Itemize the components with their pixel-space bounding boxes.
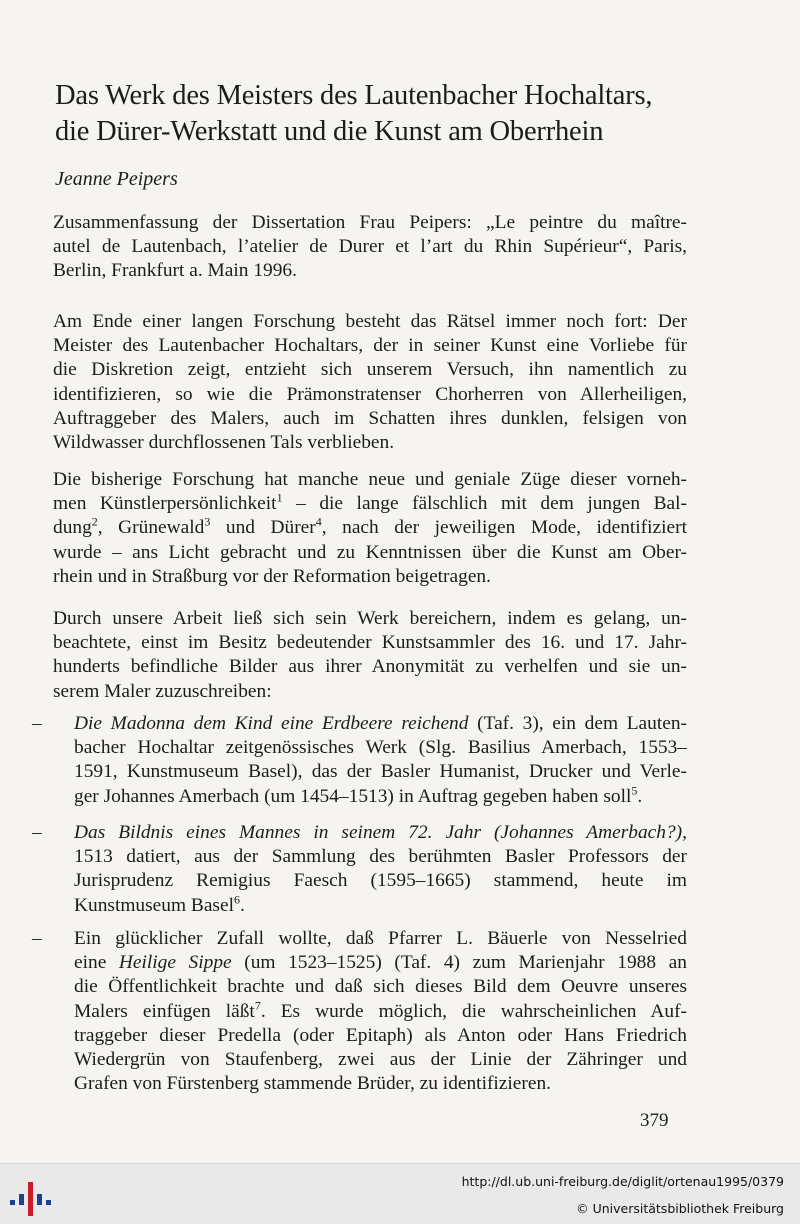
- artwork-title: Das Bildnis eines Mannes in seinem 72. Jahr (Johannes Amerbach?): [74, 822, 683, 843]
- text-line: Die Madonna dem Kind eine Erdbeere reichend (Taf. 3), ein dem Lauten-: [74, 713, 688, 734]
- footnote-ref: 5: [631, 783, 638, 798]
- text-line: dung$^2$, Grünewald$^3$ und Dürer$^4$, nach der jeweiligen Mode, identifiziert: [53, 514, 687, 539]
- page-number: 379: [640, 1110, 669, 1131]
- footnote-ref: 1: [276, 490, 283, 505]
- title-line-1: Das Werk des Meisters des Lautenbacher Hochaltars,: [55, 80, 653, 111]
- footnote-ref: 6: [233, 892, 240, 907]
- text-line: serem Maler zuzuschreiben:: [53, 680, 272, 702]
- list-dash: –: [32, 928, 42, 949]
- artwork-title: Heilige Sippe: [118, 952, 232, 974]
- library-logo-icon[interactable]: [10, 1174, 52, 1216]
- text-line: ger Johannes Amerbach (um 1454–1513) in Auftrag gegeben haben soll$^5$.: [74, 783, 643, 807]
- text-line: rhein und in Straßburg vor der Reformation beigetragen.: [53, 565, 491, 587]
- text-line: Berlin, Frankfurt a. Main 1996.: [53, 260, 297, 282]
- list-item-madonna: [32, 712, 687, 809]
- footnote-ref: 7: [254, 998, 261, 1013]
- artwork-title: Die Madonna dem Kind eine Erdbeere reichend: [74, 713, 469, 734]
- title-line-2: die Dürer-Werkstatt und die Kunst am Oberrhein: [55, 116, 604, 147]
- text-line: Jurisprudenz Remigius Faesch (1595–1665) stammend, heute im: [74, 870, 687, 892]
- text-line: men Künstlerpersönlichkeit$^1$ – die lange fälschlich mit dem jungen Bal-: [53, 490, 688, 515]
- paragraph-research: [53, 310, 687, 455]
- text-line: Das Bildnis eines Mannes in seinem 72. Jahr (Johannes Amerbach?),: [74, 822, 687, 843]
- text-line: identifizieren, so wie die Prämonstratenser Chorherren von Allerheiligen,: [53, 383, 687, 405]
- text-line: Zusammenfassung der Dissertation Frau Peipers: „Le peintre du maître-: [53, 212, 687, 233]
- list-item-heilige-sippe: [32, 927, 687, 1096]
- list-dash: –: [32, 713, 42, 734]
- text-line: die Diskretion zeigt, entzieht sich unserem Versuch, ihn namentlich zu: [53, 359, 687, 381]
- paragraph-our-work: [53, 607, 687, 704]
- text-line: Malers einfügen läßt$^7$. Es wurde möglich, die wahrscheinlichen Auf-: [74, 998, 687, 1022]
- text-line: autel de Lautenbach, l’atelier de Durer et l’art du Rhin Supérieur“, Paris,: [53, 236, 687, 258]
- text-line: 1591, Kunstmuseum Basel), das der Basler Humanist, Drucker und Verle-: [74, 761, 687, 783]
- footnote-ref: 4: [315, 514, 322, 529]
- permalink-link[interactable]: http://dl.ub.uni-freiburg.de/diglit/ortenau1995/0379: [461, 1174, 784, 1189]
- text-line: traggeber dieser Predella (oder Epitaph) als Anton oder Hans Friedrich: [74, 1024, 687, 1046]
- text-line: beachtete, einst im Besitz bedeutender Kunstsammler des 16. und 17. Jahr-: [53, 632, 687, 654]
- paragraph-previous-research: [53, 468, 687, 589]
- text-line: Meister des Lautenbacher Hochaltars, der in seiner Kunst eine Vorliebe für: [53, 335, 687, 357]
- viewer-footer: [0, 1163, 800, 1224]
- text-line: Auftraggeber des Malers, auch im Schatten ihres dunklen, felsigen von: [53, 407, 687, 429]
- list-item-portrait: [32, 821, 687, 918]
- text-line: Wiedergrün von Staufenberg, zwei aus der Linie der Zähringer und: [74, 1049, 687, 1071]
- text-line: Durch unsere Arbeit ließ sich sein Werk bereichern, indem es gelang, un-: [53, 608, 687, 629]
- text-line: Wildwasser durchflossenen Tals verblieben.: [53, 432, 395, 454]
- text-line: hunderts befindliche Bilder aus ihrer Anonymität zu verhelfen und sie un-: [53, 656, 687, 678]
- text-line: bacher Hochaltar zeitgenössisches Werk (Slg. Basilius Amerbach, 1553–: [74, 737, 687, 759]
- text-line: die Öffentlichkeit brachte und daß sich dieses Bild dem Oeuvre unseres: [74, 976, 687, 998]
- list-dash: –: [32, 822, 42, 843]
- article-title: [55, 78, 755, 150]
- footnote-ref: 2: [91, 514, 98, 529]
- text-line: eine Heilige Sippe (um 1523–1525) (Taf. 4) zum Marienjahr 1988 an: [74, 952, 687, 974]
- copyright-notice: © Universitätsbibliothek Freiburg: [576, 1201, 784, 1216]
- text-line: Kunstmuseum Basel$^6$.: [74, 892, 245, 916]
- text-line: Ein glücklicher Zufall wollte, daß Pfarrer L. Bäuerle von Nesselried: [74, 928, 687, 949]
- text-line: Grafen von Fürstenberg stammende Brüder, zu identifizieren.: [74, 1073, 552, 1095]
- text-line: Am Ende einer langen Forschung besteht das Rätsel immer noch fort: Der: [53, 311, 687, 332]
- author-name: Jeanne Peipers: [55, 168, 178, 190]
- footnote-ref: 3: [204, 514, 211, 529]
- text-line: 1513 datiert, aus der Sammlung des berühmten Basler Professors der: [74, 846, 687, 868]
- text-line: Die bisherige Forschung hat manche neue und geniale Züge dieser vorneh-: [53, 469, 687, 490]
- text-line: wurde – ans Licht gebracht und zu Kenntnissen über die Kunst am Ober-: [53, 541, 687, 563]
- summary-paragraph: [53, 211, 687, 284]
